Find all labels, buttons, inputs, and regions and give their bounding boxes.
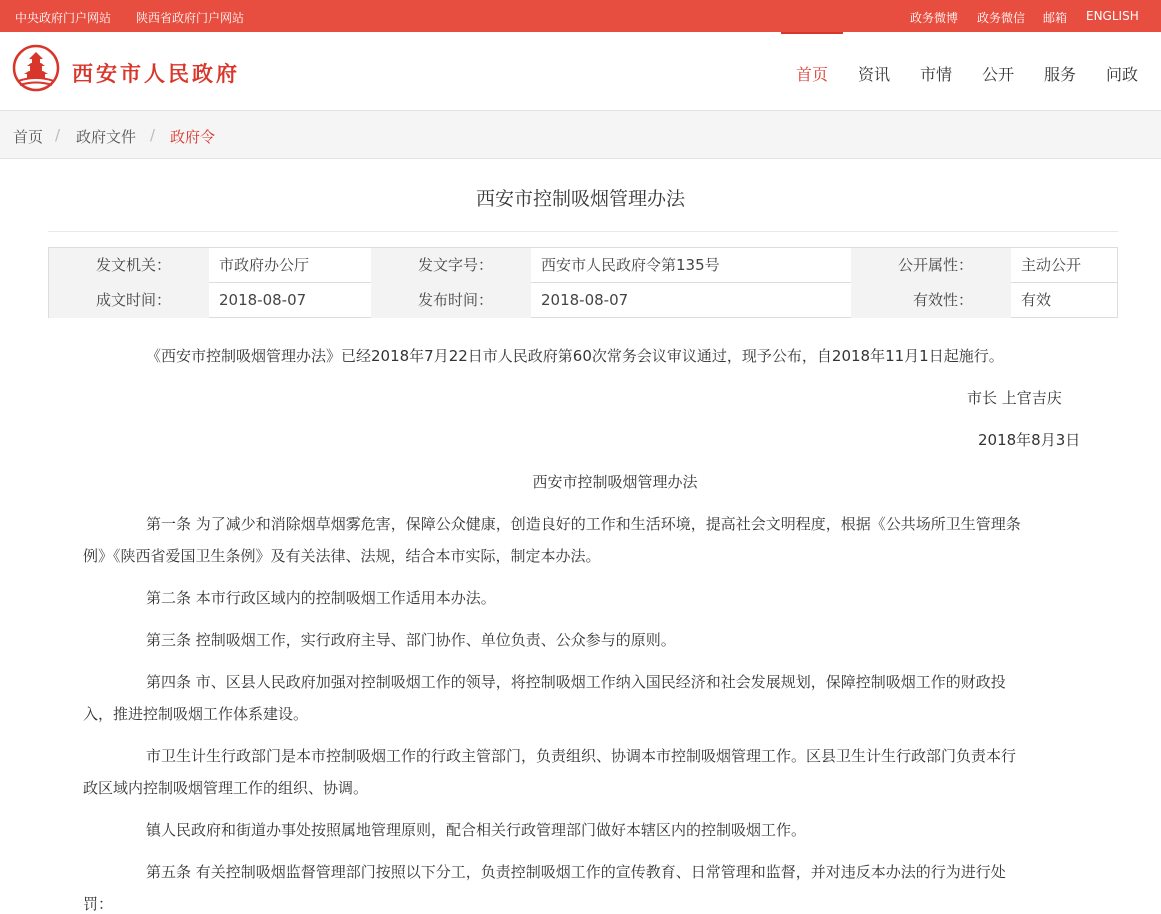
link-central-gov[interactable]: 中央政府门户网站	[15, 11, 112, 25]
link-shaanxi-gov[interactable]: 陕西省政府门户网站	[136, 11, 245, 25]
signature-date: 2018年8月3日	[978, 431, 1081, 449]
link-mail[interactable]: 邮箱	[1043, 11, 1068, 25]
nav-inquiry[interactable]: 问政	[1105, 65, 1138, 84]
article-1-line-2: 例》《陕西省爱国卫生条例》及有关法律、法规，结合本市实际，制定本办法。	[83, 547, 601, 565]
page-title: 西安市控制吸烟管理办法	[475, 188, 685, 210]
breadcrumb-gov-docs[interactable]: 政府文件	[76, 128, 137, 146]
nav-news[interactable]: 资讯	[857, 65, 890, 84]
table-row	[49, 283, 1117, 318]
article-4-line-1: 第四条 市、区县人民政府加强对控制吸烟工作的领导，将控制吸烟工作纳入国民经济和社会发展规划，保障控制吸烟工作的财政投	[146, 673, 1006, 691]
meta-value-issuer: 市政府办公厅	[219, 256, 310, 274]
intro-paragraph: 《西安市控制吸烟管理办法》已经2018年7月22日市人民政府第60次常务会议审议通过，现予公布，自2018年11月1日起施行。	[146, 347, 1004, 365]
document-meta-table	[48, 247, 1118, 318]
top-bar	[0, 0, 1161, 32]
breadcrumb-separator: /	[55, 126, 61, 144]
article-1-line-1: 第一条 为了减少和消除烟草烟雾危害，保障公众健康，创造良好的工作和生活环境，提高社会文明程度，根据《公共场所卫生管理条	[146, 515, 1021, 533]
link-english[interactable]: ENGLISH	[1086, 9, 1139, 23]
nav-home[interactable]: 首页	[781, 32, 843, 111]
article-3: 第三条 控制吸烟工作，实行政府主导、部门协作、单位负责、公众参与的原则。	[146, 631, 676, 649]
breadcrumb-home[interactable]: 首页	[13, 128, 44, 146]
city-emblem-icon[interactable]	[12, 44, 60, 92]
breadcrumb	[0, 111, 1161, 159]
meta-label-written-date: 成文时间：	[49, 283, 209, 318]
site-name[interactable]: 西安市人民政府	[72, 61, 240, 86]
article-4c: 镇人民政府和街道办事处按照属地管理原则，配合相关行政管理部门做好本辖区内的控制吸烟工作。	[146, 821, 807, 839]
table-row	[49, 248, 1117, 283]
meta-value-written-date: 2018-08-07	[219, 291, 307, 309]
meta-label-published-date: 发布时间：	[371, 283, 531, 318]
nav-services[interactable]: 服务	[1043, 65, 1076, 84]
link-wechat[interactable]: 政务微信	[977, 11, 1026, 25]
meta-value-doc-no: 西安市人民政府令第135号	[541, 256, 720, 274]
title-divider	[48, 231, 1118, 232]
article-2: 第二条 本市行政区域内的控制吸烟工作适用本办法。	[146, 589, 496, 607]
article-4b-line-1: 市卫生计生行政部门是本市控制吸烟工作的行政主管部门，负责组织、协调本市控制吸烟管理工作。区县卫生计生行政部门负责本行	[146, 747, 1017, 765]
meta-label-issuer: 发文机关：	[49, 248, 209, 283]
document-subtitle: 西安市控制吸烟管理办法	[532, 473, 698, 491]
meta-value-published-date: 2018-08-07	[541, 291, 629, 309]
article-5-line-2: 罚：	[83, 895, 114, 913]
article-4b-line-2: 政区域内控制吸烟管理工作的组织、协调。	[83, 779, 369, 797]
site-header	[0, 32, 1161, 111]
breadcrumb-current[interactable]: 政府令	[170, 128, 216, 146]
meta-value-disclosure: 主动公开	[1021, 256, 1082, 274]
article-5-line-1: 第五条 有关控制吸烟监督管理部门按照以下分工，负责控制吸烟工作的宣传教育、日常管理和监督，并对违反本办法的行为进行处	[146, 863, 1006, 881]
signature: 市长 上官吉庆	[967, 389, 1062, 407]
nav-open-gov[interactable]: 公开	[981, 65, 1014, 84]
meta-label-doc-no: 发文字号：	[371, 248, 531, 283]
breadcrumb-separator: /	[150, 126, 156, 144]
meta-label-validity: 有效性：	[851, 283, 1011, 318]
meta-value-validity: 有效	[1021, 291, 1052, 309]
nav-city-info[interactable]: 市情	[919, 65, 952, 84]
meta-label-disclosure: 公开属性：	[851, 248, 1011, 283]
link-weibo[interactable]: 政务微博	[910, 11, 959, 25]
article-4-line-2: 入，推进控制吸烟工作体系建设。	[83, 705, 309, 723]
